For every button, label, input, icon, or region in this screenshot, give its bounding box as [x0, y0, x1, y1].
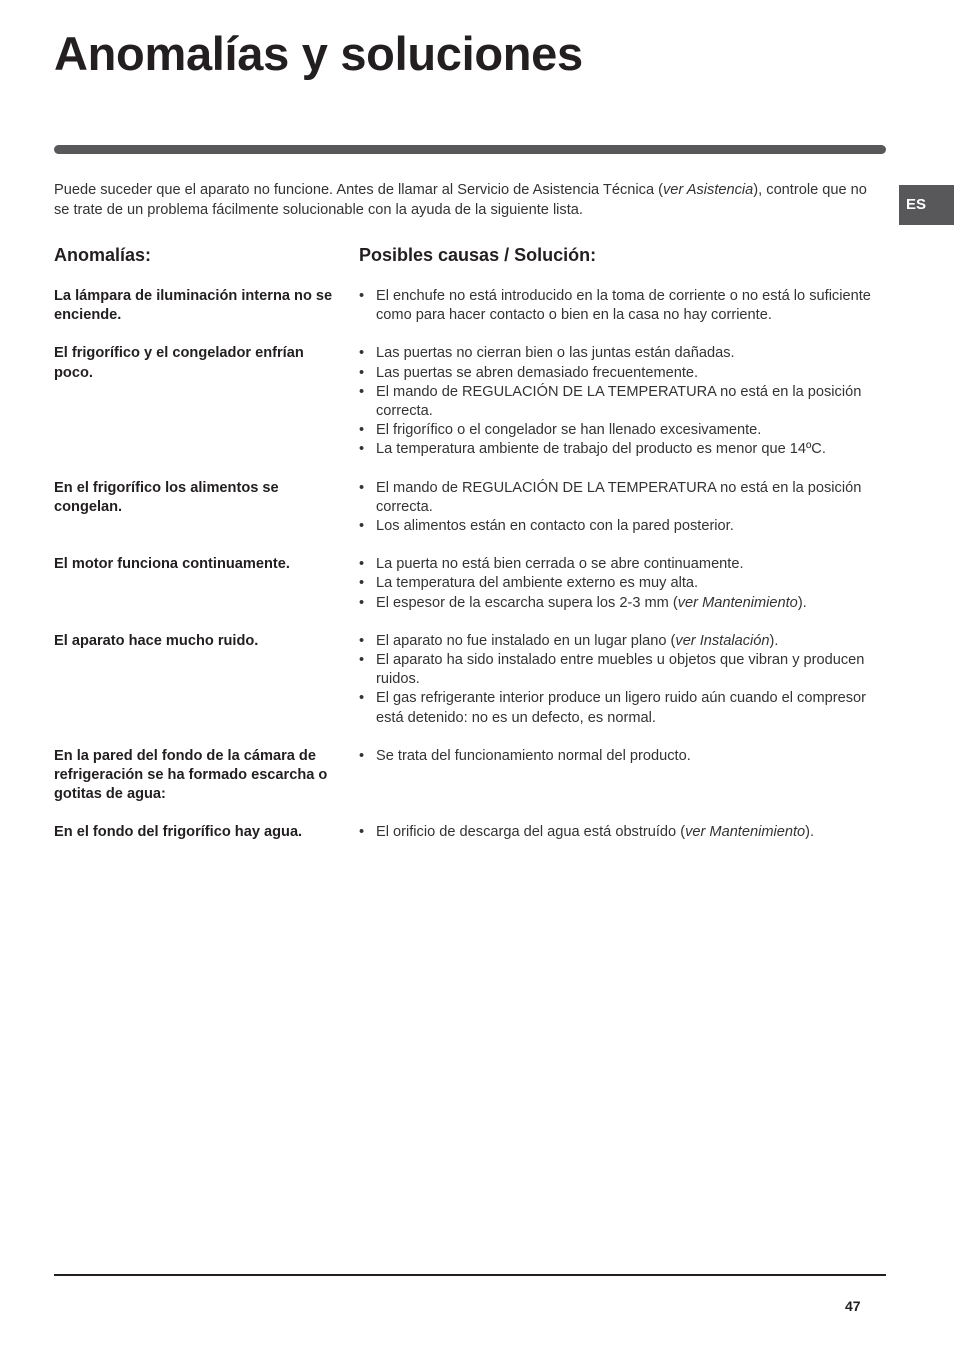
cause-reference: ver Mantenimiento	[677, 594, 798, 611]
table-row	[54, 823, 886, 842]
table-row	[54, 555, 886, 613]
cause-item	[359, 479, 886, 517]
cause-item	[359, 594, 886, 613]
cause-item	[359, 651, 886, 689]
troubleshooting-table	[54, 287, 886, 862]
cause-item	[359, 364, 886, 383]
cause-text: El aparato no fue instalado en un lugar plano (	[376, 632, 676, 649]
table-row	[54, 632, 886, 728]
cause-text: El frigorífico o el congelador se han llenado excesivamente.	[376, 422, 762, 439]
causes-list	[359, 287, 886, 325]
cause-text: La puerta no está bien cerrada o se abre continuamente.	[376, 556, 744, 573]
intro-text-before: Puede suceder que el aparato no funcione. Antes de llamar al Servicio de Asistencia Técnica (	[54, 182, 663, 198]
cause-item	[359, 517, 886, 536]
table-row	[54, 344, 886, 459]
cause-item	[359, 555, 886, 574]
anomaly-label: La lámpara de iluminación interna no se enciende.	[54, 288, 333, 324]
language-tab: ES	[899, 185, 954, 225]
page-title: Anomalías y soluciones	[54, 27, 583, 80]
causes-list	[359, 747, 886, 805]
anomaly-label: En el fondo del frigorífico hay agua.	[54, 824, 303, 841]
table-row	[54, 287, 886, 325]
cause-text: El mando de REGULACIÓN DE LA TEMPERATURA no está en la posición correcta.	[376, 479, 862, 515]
table-row	[54, 479, 886, 537]
anomaly-label: En la pared del fondo de la cámara de refrigeración se ha formado escarcha o gotitas de agua:	[54, 747, 328, 803]
intro-text-after: ), controle que no se trate de un problema fácilmente solucionable con la ayuda de la siguiente lista.	[54, 182, 867, 218]
cause-text: Se trata del funcionamiento normal del producto.	[376, 747, 691, 764]
anomaly-label: El motor funciona continuamente.	[54, 556, 290, 573]
causes-header: Posibles causas / Solución:	[359, 245, 597, 265]
cause-item	[359, 421, 886, 440]
cause-item	[359, 823, 886, 842]
cause-item	[359, 574, 886, 593]
causes-list	[359, 479, 886, 537]
cause-text: El mando de REGULACIÓN DE LA TEMPERATURA no está en la posición correcta.	[376, 383, 862, 420]
cause-text-after: ).	[769, 632, 779, 649]
cause-item	[359, 689, 886, 727]
cause-text: El espesor de la escarcha supera los 2-3 mm (	[376, 594, 678, 611]
cause-item	[359, 440, 886, 459]
cause-reference: ver Instalación	[675, 632, 770, 649]
anomaly-label: El aparato hace mucho ruido.	[54, 632, 259, 649]
cause-text: Las puertas no cierran bien o las juntas están dañadas.	[376, 345, 735, 362]
cause-item	[359, 344, 886, 363]
cause-text: La temperatura ambiente de trabajo del producto es menor que 14ºC.	[376, 441, 826, 458]
page-number: 47	[845, 1298, 861, 1314]
intro-reference: ver Asistencia	[662, 182, 754, 198]
anomalies-header: Anomalías:	[54, 245, 152, 265]
cause-text-after: ).	[797, 594, 807, 611]
cause-text: Las puertas se abren demasiado frecuentemente.	[376, 364, 699, 381]
cause-text-after: ).	[805, 824, 815, 841]
causes-list	[359, 823, 886, 842]
cause-text: La temperatura del ambiente externo es muy alta.	[376, 575, 699, 592]
cause-reference: ver Mantenimiento	[685, 824, 806, 841]
anomaly-label: El frigorífico y el congelador enfrían poco.	[54, 345, 304, 381]
cause-text: El aparato ha sido instalado entre muebles u objetos que vibran y producen ruidos.	[376, 652, 865, 688]
header-divider-bar	[54, 145, 886, 154]
cause-item	[359, 747, 886, 766]
cause-text: El enchufe no está introducido en la toma de corriente o no está lo suficiente como para hacer contacto o bien en la casa no hay corriente.	[376, 288, 871, 324]
cause-text: El gas refrigerante interior produce un ligero ruido aún cuando el compresor está detenido: no es un defecto, es normal.	[376, 690, 866, 726]
cause-item	[359, 287, 886, 325]
cause-text: Los alimentos están en contacto con la pared posterior.	[376, 518, 734, 535]
anomaly-label: En el frigorífico los alimentos se congelan.	[54, 479, 279, 515]
causes-list	[359, 555, 886, 613]
causes-list	[359, 344, 886, 459]
intro-paragraph	[54, 181, 884, 220]
footer-divider	[54, 1274, 886, 1276]
cause-text: El orificio de descarga del agua está obstruído (	[376, 824, 686, 841]
cause-item	[359, 383, 886, 421]
table-row	[54, 747, 886, 805]
cause-item	[359, 632, 886, 651]
causes-list	[359, 632, 886, 728]
